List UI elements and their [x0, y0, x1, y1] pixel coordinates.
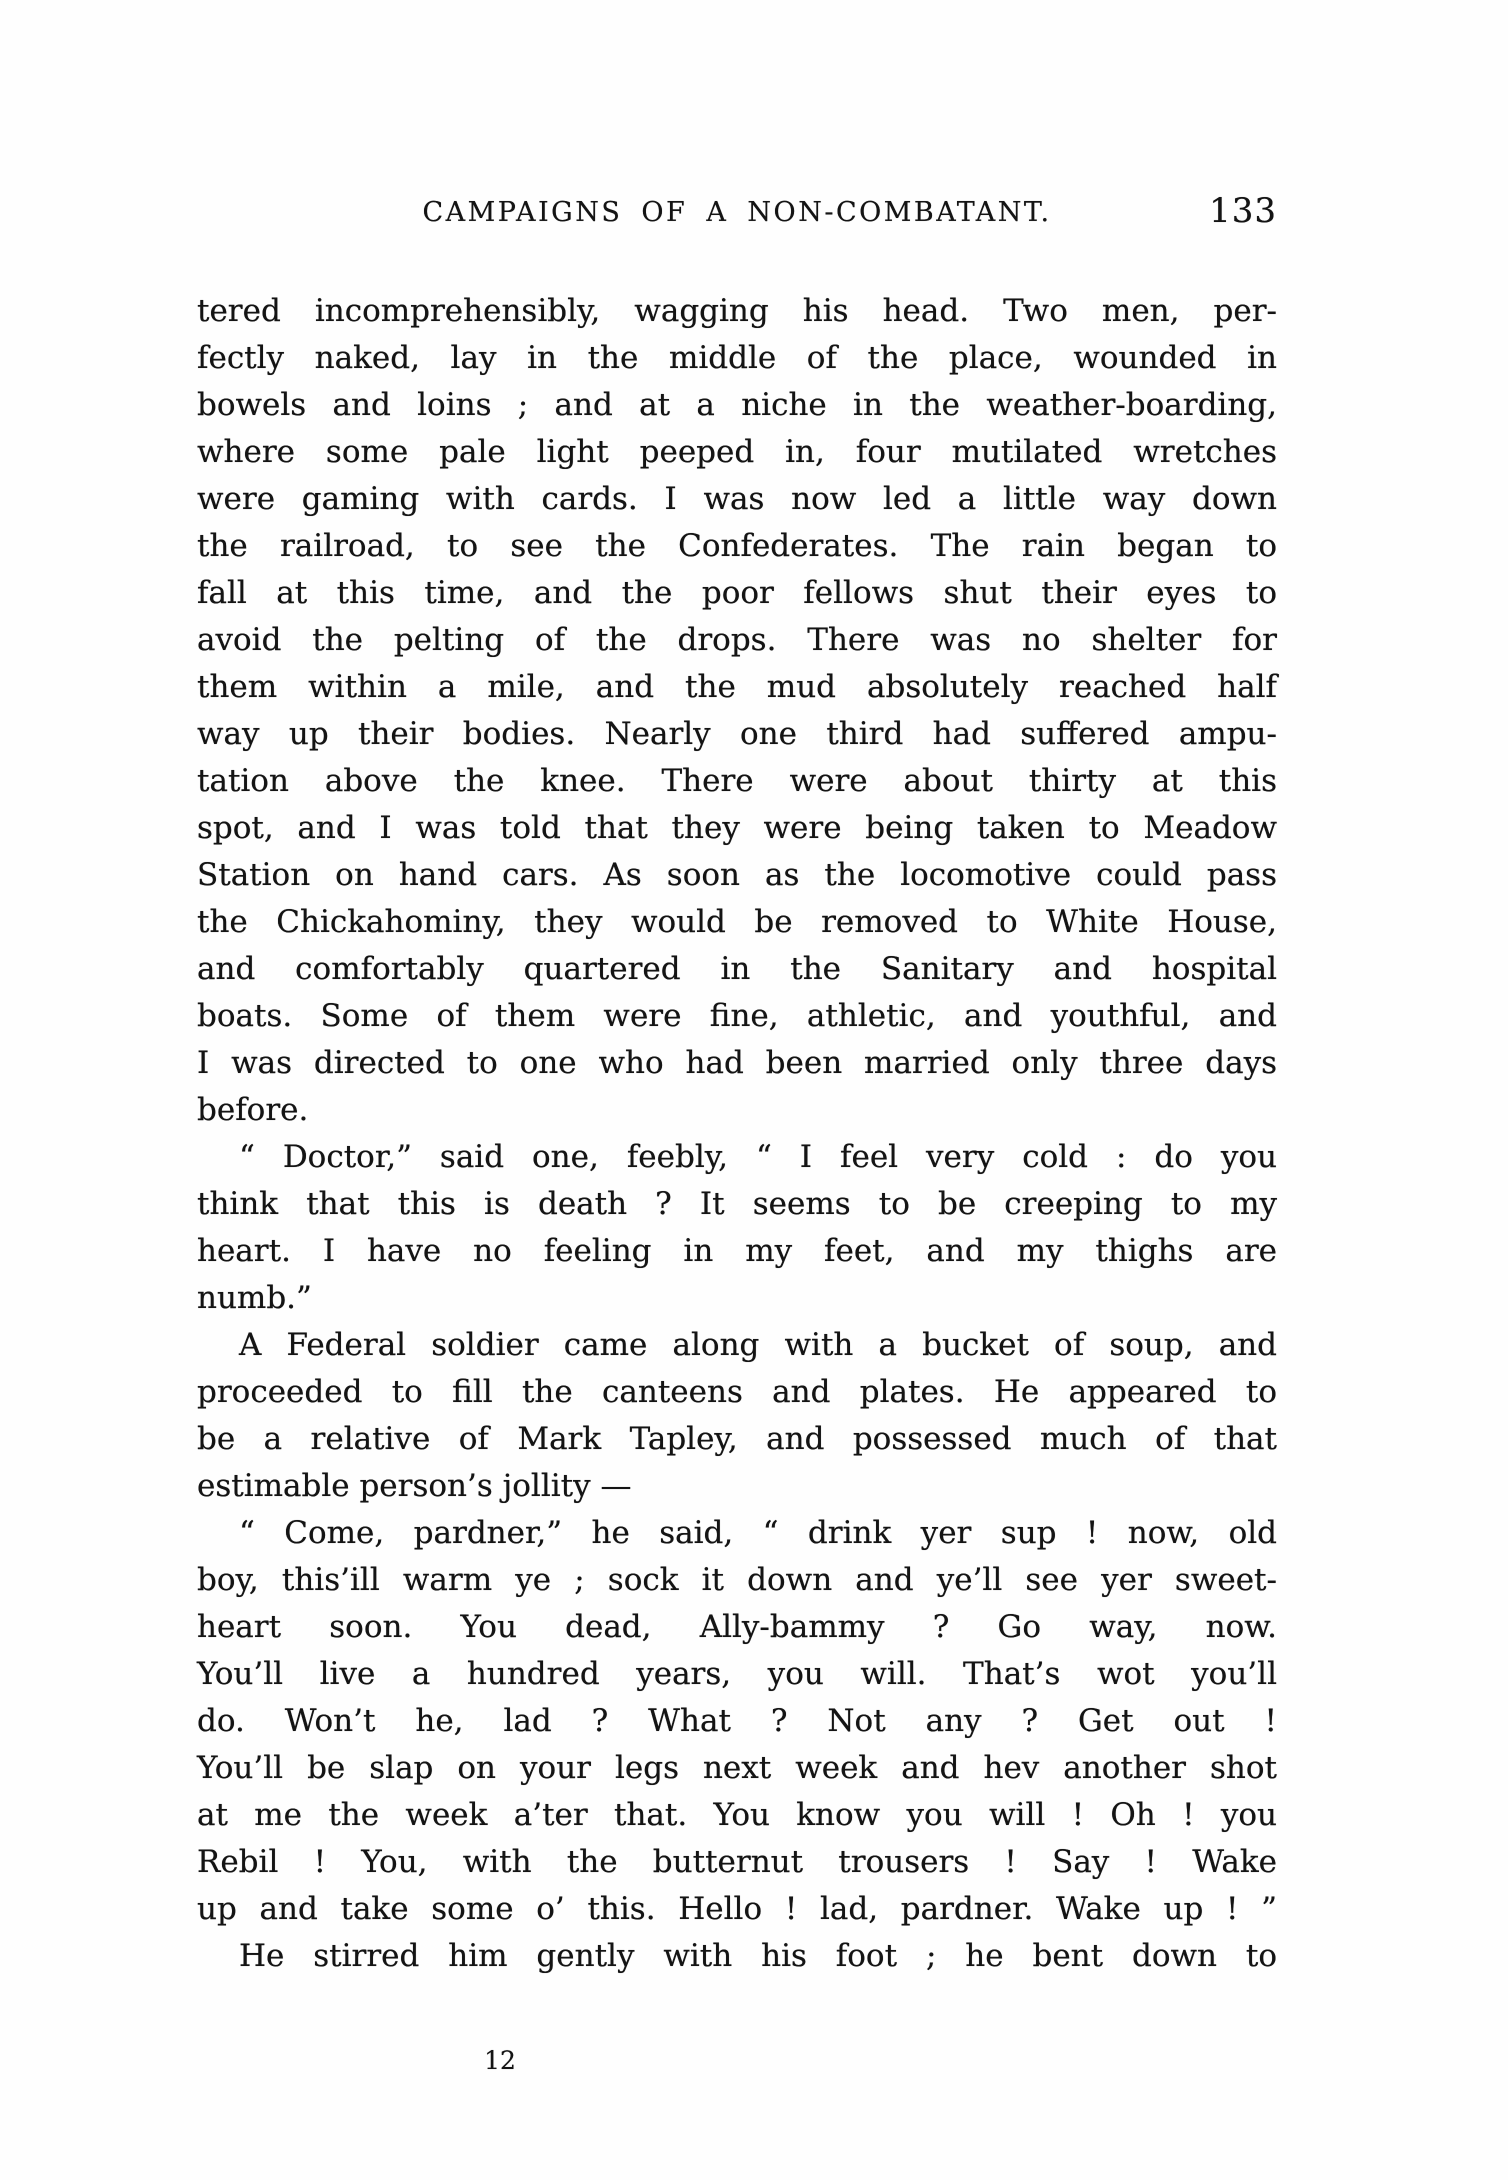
text-line: the railroad, to see the Confederates. The rain began to — [197, 528, 1277, 564]
text-line: them within a mile, and the mud absolutely reached half — [197, 669, 1277, 705]
text-line: spot, and I was told that they were being taken to Meadow — [197, 810, 1277, 846]
text-line: think that this is death ? It seems to be creeping to my — [197, 1186, 1277, 1222]
text-line: numb.” — [197, 1280, 312, 1316]
text-line: He stirred him gently with his foot ; he bent down to — [239, 1938, 1277, 1974]
text-line: You’ll live a hundred years, you will. That’s wot you’ll — [197, 1656, 1277, 1692]
running-head — [197, 191, 1277, 231]
text-line: proceeded to fill the canteens and plates. He appeared to — [197, 1374, 1277, 1410]
text-line: “ Come, pardner,” he said, “ drink yer sup ! now, old — [239, 1515, 1277, 1551]
page-title: CAMPAIGNS OF A NON-COMBATANT. — [422, 197, 1052, 228]
text-line: A Federal soldier came along with a bucket of soup, and — [239, 1327, 1277, 1363]
text-line: way up their bodies. Nearly one third had suffered ampu- — [197, 716, 1277, 752]
page-number: 133 — [1209, 191, 1277, 231]
text-block — [197, 288, 1277, 1980]
signature-mark: 12 — [484, 2046, 516, 2075]
text-line: tation above the knee. There were about thirty at this — [197, 763, 1277, 799]
text-line: heart. I have no feeling in my feet, and my thighs are — [197, 1233, 1277, 1269]
text-line: You’ll be slap on your legs next week and hev another shot — [197, 1750, 1277, 1786]
text-line: fectly naked, lay in the middle of the place, wounded in — [197, 340, 1277, 376]
text-line: and comfortably quartered in the Sanitary and hospital — [197, 951, 1277, 987]
text-line: fall at this time, and the poor fellows shut their eyes to — [197, 575, 1277, 611]
text-line: Rebil ! You, with the butternut trousers ! Say ! Wake — [197, 1844, 1277, 1880]
text-line: “ Doctor,” said one, feebly, “ I feel very cold : do you — [239, 1139, 1277, 1175]
text-line: Station on hand cars. As soon as the locomotive could pass — [197, 857, 1277, 893]
text-line: boy, this’ill warm ye ; sock it down and ye’ll see yer sweet- — [197, 1562, 1277, 1598]
text-line: heart soon. You dead, Ally-bammy ? Go way, now. — [197, 1609, 1277, 1645]
text-line: bowels and loins ; and at a niche in the weather-boarding, — [197, 387, 1277, 423]
text-line: estimable person’s jollity — — [197, 1468, 632, 1504]
text-line: the Chickahominy, they would be removed to White House, — [197, 904, 1277, 940]
text-line: up and take some o’ this. Hello ! lad, pardner. Wake up ! ” — [197, 1891, 1277, 1927]
text-line: were gaming with cards. I was now led a little way down — [197, 481, 1277, 517]
text-line: where some pale light peeped in, four mutilated wretches — [197, 434, 1277, 470]
text-line: avoid the pelting of the drops. There was no shelter for — [197, 622, 1277, 658]
text-line: at me the week a’ter that. You know you will ! Oh ! you — [197, 1797, 1277, 1833]
text-line: I was directed to one who had been married only three days — [197, 1045, 1277, 1081]
text-line: tered incomprehensibly, wagging his head. Two men, per- — [197, 293, 1277, 329]
text-line: do. Won’t he, lad ? What ? Not any ? Get out ! — [197, 1703, 1277, 1739]
text-line: before. — [197, 1092, 309, 1128]
text-line: be a relative of Mark Tapley, and possessed much of that — [197, 1421, 1277, 1457]
text-line: boats. Some of them were fine, athletic, and youthful, and — [197, 998, 1277, 1034]
